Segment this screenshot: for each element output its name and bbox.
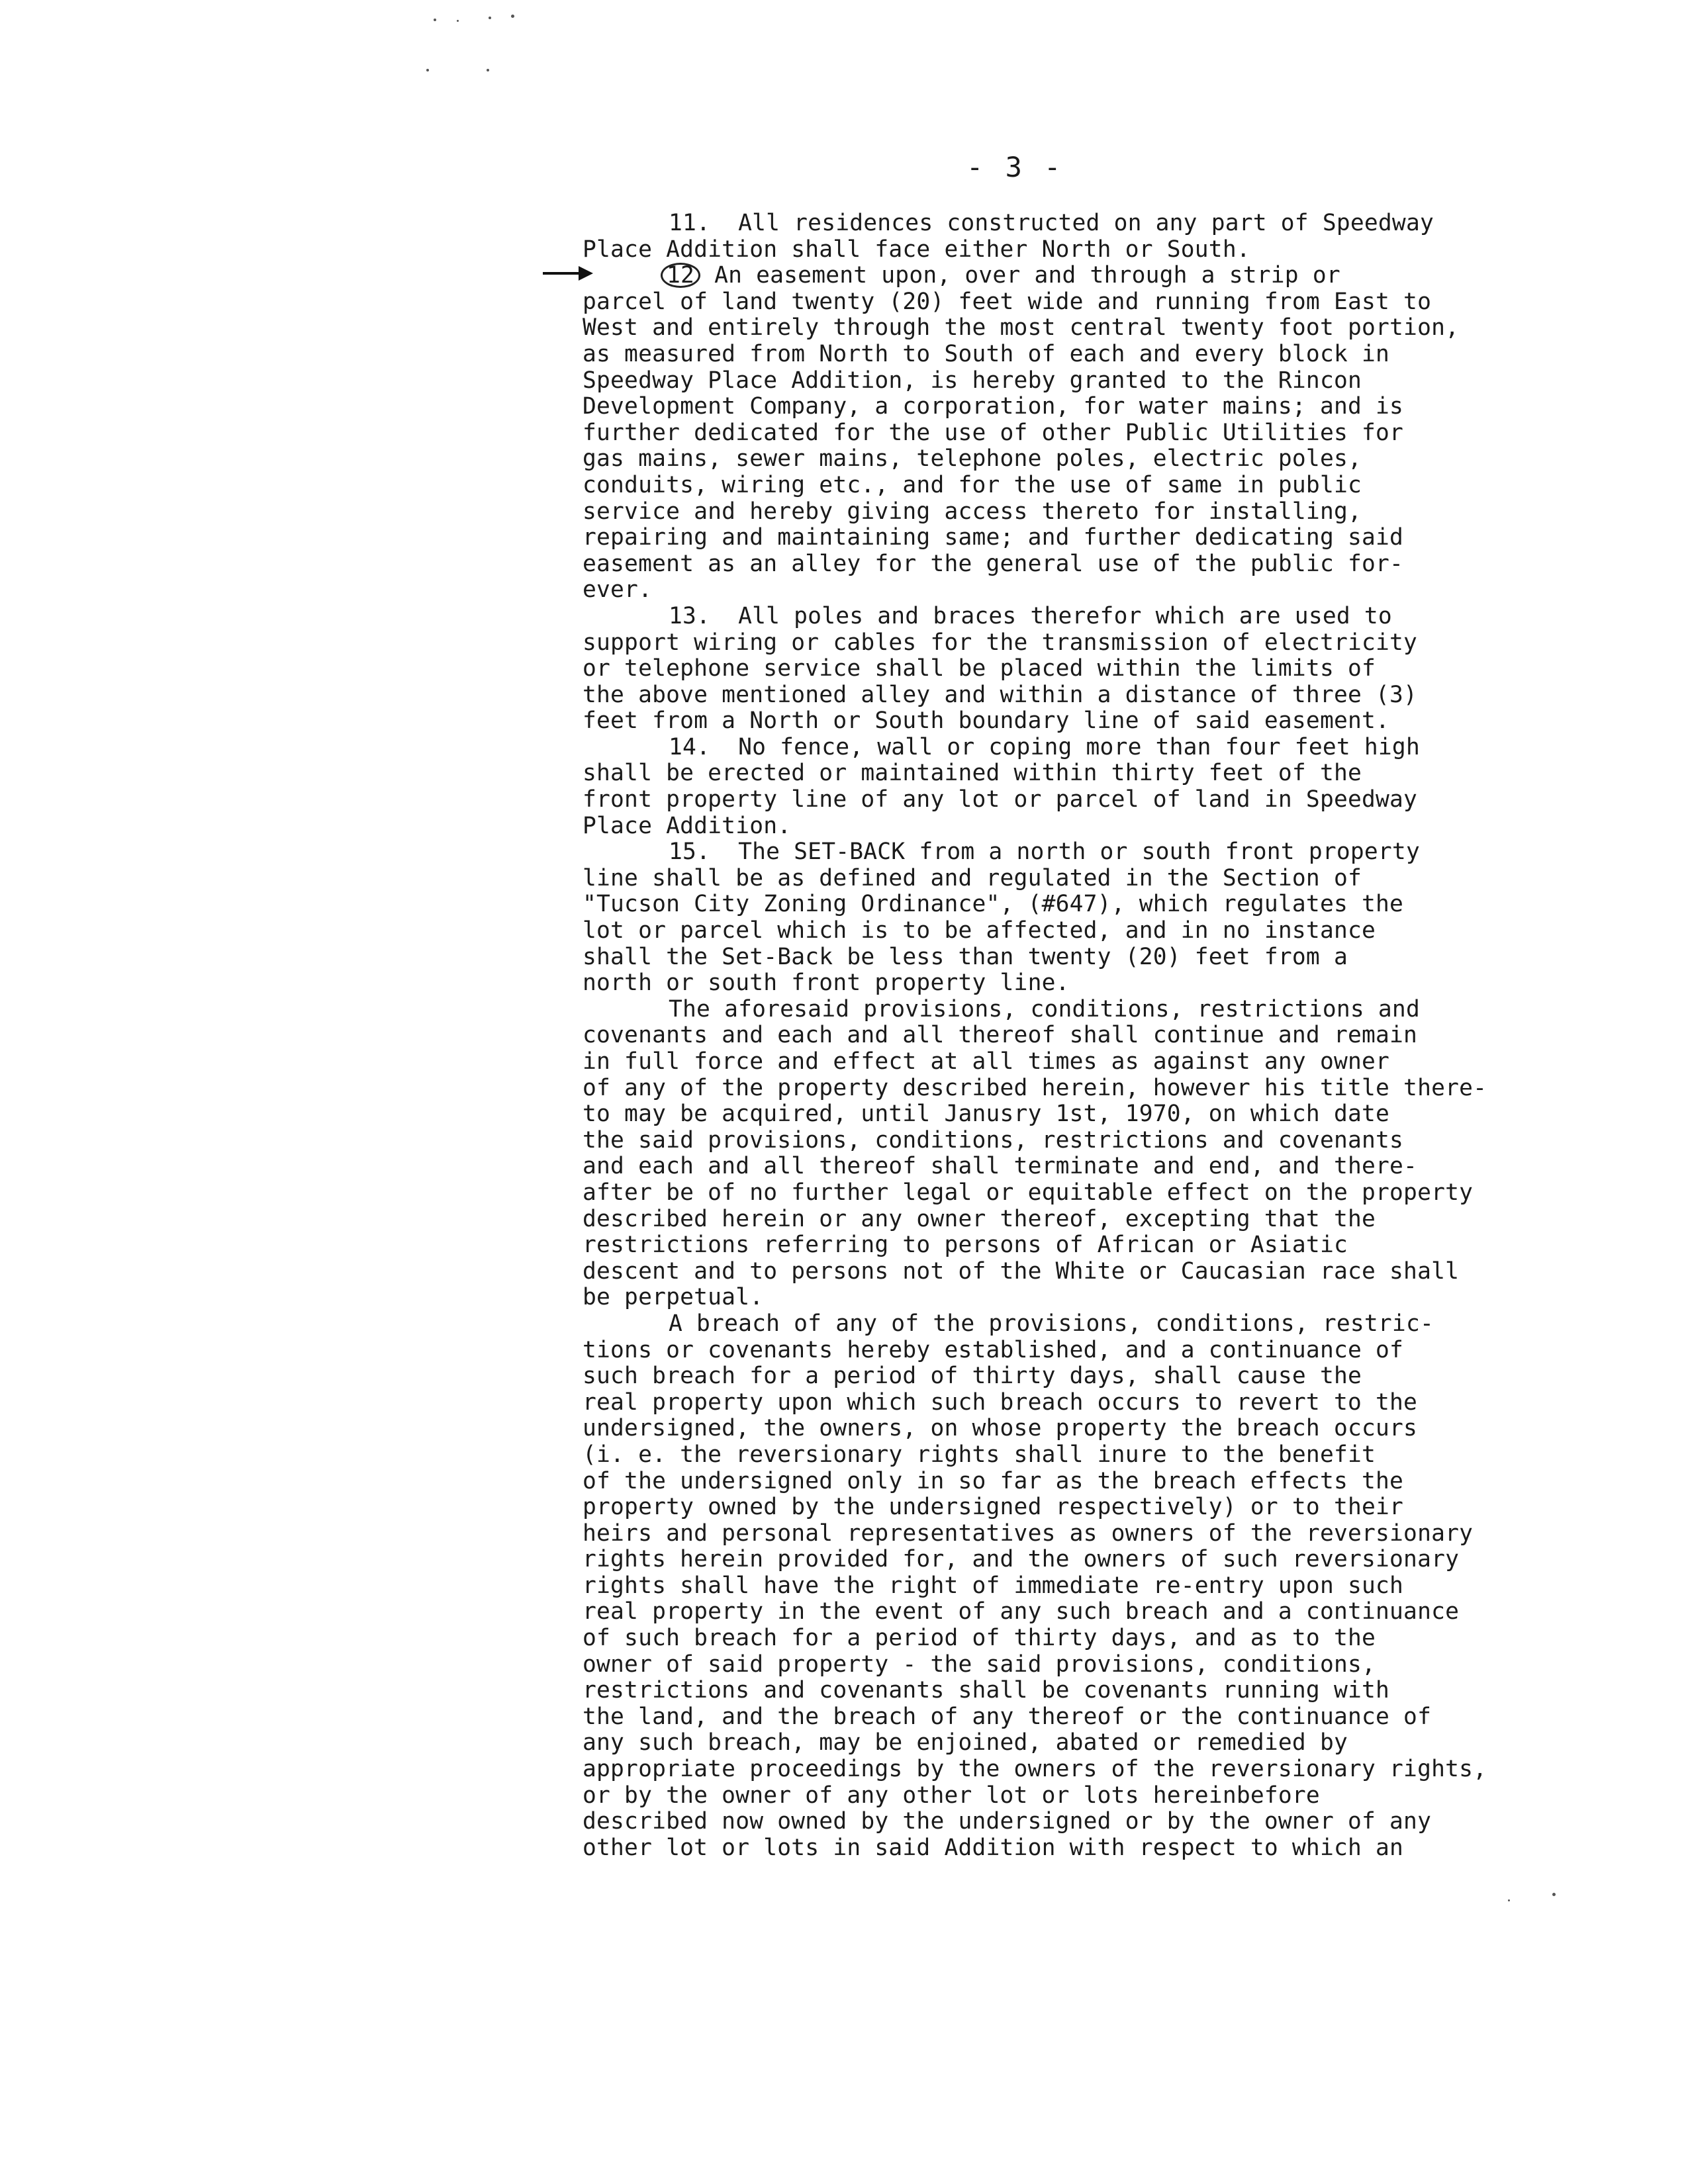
text-line <box>583 630 1615 657</box>
text-line <box>583 1049 1615 1075</box>
line-text: 14. No fence, wall or coping more than four feet high <box>669 733 1420 760</box>
text-line <box>583 1809 1615 1835</box>
text-line <box>583 1075 1615 1102</box>
line-text: of such breach for a period of thirty days, and as to the <box>583 1625 1376 1652</box>
line-text: West and entirely through the most central twenty foot portion, <box>583 314 1460 341</box>
text-line <box>583 1573 1615 1600</box>
text-line <box>583 473 1615 499</box>
line-text: easement as an alley for the general use of the public for- <box>583 550 1404 577</box>
line-text: front property line of any lot or parcel of land in Speedway <box>583 786 1418 813</box>
text-line <box>583 341 1615 368</box>
line-text: to may be acquired, until Janusry 1st, 1970, on which date <box>583 1101 1390 1128</box>
text-line <box>583 944 1615 971</box>
line-text: be perpetual. <box>583 1284 764 1311</box>
line-text: rights herein provided for, and the owners of such reversionary <box>583 1546 1460 1573</box>
line-text: (i. e. the reversionary rights shall inure to the benefit <box>583 1441 1376 1468</box>
line-text: lot or parcel which is to be affected, and in no instance <box>583 917 1376 944</box>
line-text: real property in the event of any such breach and a continuance <box>583 1598 1460 1625</box>
line-text: property owned by the undersigned respectively) or to their <box>583 1494 1404 1521</box>
line-text: shall be erected or maintained within thirty feet of the <box>583 760 1362 787</box>
text-line <box>583 1206 1615 1233</box>
text-line <box>583 1311 1615 1338</box>
line-text: An easement upon, over and through a strip or <box>700 262 1340 289</box>
text-line <box>583 656 1615 682</box>
line-text: descent and to persons not of the White or Caucasian race shall <box>583 1257 1460 1285</box>
line-text: shall the Set-Back be less than twenty (20) feet from a <box>583 943 1348 970</box>
text-line <box>583 394 1615 420</box>
line-text: A breach of any of the provisions, conditions, restric- <box>669 1310 1434 1337</box>
line-text: and each and all thereof shall terminate and end, and there- <box>583 1153 1418 1180</box>
text-line <box>583 446 1615 473</box>
text-line <box>583 997 1615 1023</box>
text-line <box>583 708 1615 735</box>
line-text: service and hereby giving access thereto for installing, <box>583 498 1362 525</box>
text-line <box>583 891 1615 918</box>
line-text: 13. All poles and braces therefor which are used to <box>669 602 1392 629</box>
text-line <box>583 289 1615 316</box>
text-line <box>583 1285 1615 1311</box>
text-line <box>583 1442 1615 1469</box>
line-text: in full force and effect at all times as against any owner <box>583 1048 1390 1075</box>
line-text: repairing and maintaining same; and further dedicating said <box>583 524 1404 551</box>
text-line <box>583 787 1615 813</box>
line-text: as measured from North to South of each and every block in <box>583 340 1390 367</box>
line-text: owner of said property - the said provisions, conditions, <box>583 1651 1376 1678</box>
line-text: rights shall have the right of immediate re-entry upon such <box>583 1572 1404 1599</box>
line-text: or telephone service shall be placed within the limits of <box>583 655 1376 682</box>
line-text: Place Addition shall face either North or South. <box>583 236 1250 263</box>
text-line <box>583 1835 1615 1862</box>
text-line <box>583 866 1615 892</box>
text-line <box>583 1259 1615 1285</box>
line-text: support wiring or cables for the transmission of electricity <box>583 629 1418 656</box>
line-text: further dedicated for the use of other Public Utilities for <box>583 419 1404 446</box>
page-number: - 3 - <box>966 151 1064 183</box>
text-line <box>583 551 1615 578</box>
line-text: ever. <box>583 576 653 604</box>
text-line <box>583 1363 1615 1390</box>
line-text: line shall be as defined and regulated in the Section of <box>583 864 1362 891</box>
text-line <box>583 368 1615 394</box>
line-text: north or south front property line. <box>583 970 1070 997</box>
line-text: restrictions and covenants shall be covenants running with <box>583 1677 1390 1704</box>
line-text: described now owned by the undersigned or by the owner of any <box>583 1808 1432 1835</box>
line-text: undersigned, the owners, on whose property the breach occurs <box>583 1415 1418 1442</box>
line-text: The aforesaid provisions, conditions, restrictions and <box>669 995 1420 1023</box>
line-text: parcel of land twenty (20) feet wide and running from East to <box>583 288 1432 315</box>
text-line <box>583 1678 1615 1704</box>
line-text: real property upon which such breach occurs to revert to the <box>583 1388 1418 1416</box>
line-text: appropriate proceedings by the owners of the reversionary rights, <box>583 1756 1487 1783</box>
line-text: conduits, wiring etc., and for the use of same in public <box>583 471 1362 498</box>
line-text: described herein or any owner thereof, excepting that the <box>583 1205 1376 1232</box>
text-line <box>583 237 1615 263</box>
line-text: covenants and each and all thereof shall continue and remain <box>583 1022 1418 1049</box>
line-text: 11. All residences constructed on any part of Speedway <box>669 210 1434 236</box>
text-line <box>583 918 1615 944</box>
document-body <box>583 210 1615 1861</box>
text-line <box>583 1101 1615 1128</box>
text-line <box>583 1652 1615 1678</box>
line-text: Speedway Place Addition, is hereby granted to the Rincon <box>583 367 1362 394</box>
line-text: tions or covenants hereby established, and a continuance of <box>583 1336 1404 1363</box>
text-line <box>583 1232 1615 1259</box>
text-line <box>583 1599 1615 1625</box>
text-line <box>583 1180 1615 1206</box>
text-line <box>583 1730 1615 1756</box>
text-line <box>583 525 1615 551</box>
line-text: or by the owner of any other lot or lots hereinbefore <box>583 1782 1320 1809</box>
text-line <box>583 1469 1615 1495</box>
line-text: heirs and personal representatives as owners of the reversionary <box>583 1520 1474 1547</box>
text-line <box>583 577 1615 604</box>
text-line <box>583 1390 1615 1416</box>
text-line <box>583 839 1615 866</box>
text-line <box>583 1128 1615 1154</box>
line-text: of the undersigned only in so far as the breach effects the <box>583 1467 1404 1494</box>
line-text: other lot or lots in said Addition with respect to which an <box>583 1834 1404 1861</box>
text-line <box>583 682 1615 709</box>
text-line <box>583 1783 1615 1809</box>
line-text: the land, and the breach of any thereof or the continuance of <box>583 1703 1432 1730</box>
text-line <box>583 1494 1615 1521</box>
line-text: Place Addition. <box>583 812 792 839</box>
text-line <box>583 1704 1615 1731</box>
circled-paragraph-number: 12 <box>661 263 700 288</box>
line-text: the above mentioned alley and within a distance of three (3) <box>583 681 1418 708</box>
text-line <box>583 970 1615 997</box>
line-text: "Tucson City Zoning Ordinance", (#647), which regulates the <box>583 891 1404 918</box>
text-line <box>583 1023 1615 1049</box>
text-line <box>583 1547 1615 1573</box>
line-text: such breach for a period of thirty days, shall cause the <box>583 1363 1362 1390</box>
line-text: the said provisions, conditions, restrictions and covenants <box>583 1126 1404 1154</box>
line-text: gas mains, sewer mains, telephone poles, electric poles, <box>583 445 1362 473</box>
text-line <box>583 1338 1615 1364</box>
text-line <box>583 1416 1615 1442</box>
text-line <box>583 813 1615 840</box>
line-text: of any of the property described herein, however his title there- <box>583 1074 1487 1101</box>
text-line <box>583 210 1615 237</box>
line-text: 15. The SET-BACK from a north or south front property <box>669 839 1420 866</box>
text-line <box>583 263 1615 289</box>
text-line <box>583 760 1615 787</box>
text-line <box>583 735 1615 761</box>
line-text: feet from a North or South boundary line of said easement. <box>583 707 1390 735</box>
line-text: restrictions referring to persons of African or Asiatic <box>583 1232 1348 1259</box>
text-line <box>583 1521 1615 1547</box>
text-line <box>583 420 1615 447</box>
text-line <box>583 499 1615 525</box>
line-text: Development Company, a corporation, for water mains; and is <box>583 393 1404 420</box>
line-text: after be of no further legal or equitable effect on the property <box>583 1179 1474 1206</box>
text-line <box>583 315 1615 341</box>
text-line <box>583 1154 1615 1180</box>
text-line <box>583 1625 1615 1652</box>
text-line <box>583 1756 1615 1783</box>
line-text: any such breach, may be enjoined, abated or remedied by <box>583 1729 1348 1756</box>
text-line <box>583 604 1615 630</box>
